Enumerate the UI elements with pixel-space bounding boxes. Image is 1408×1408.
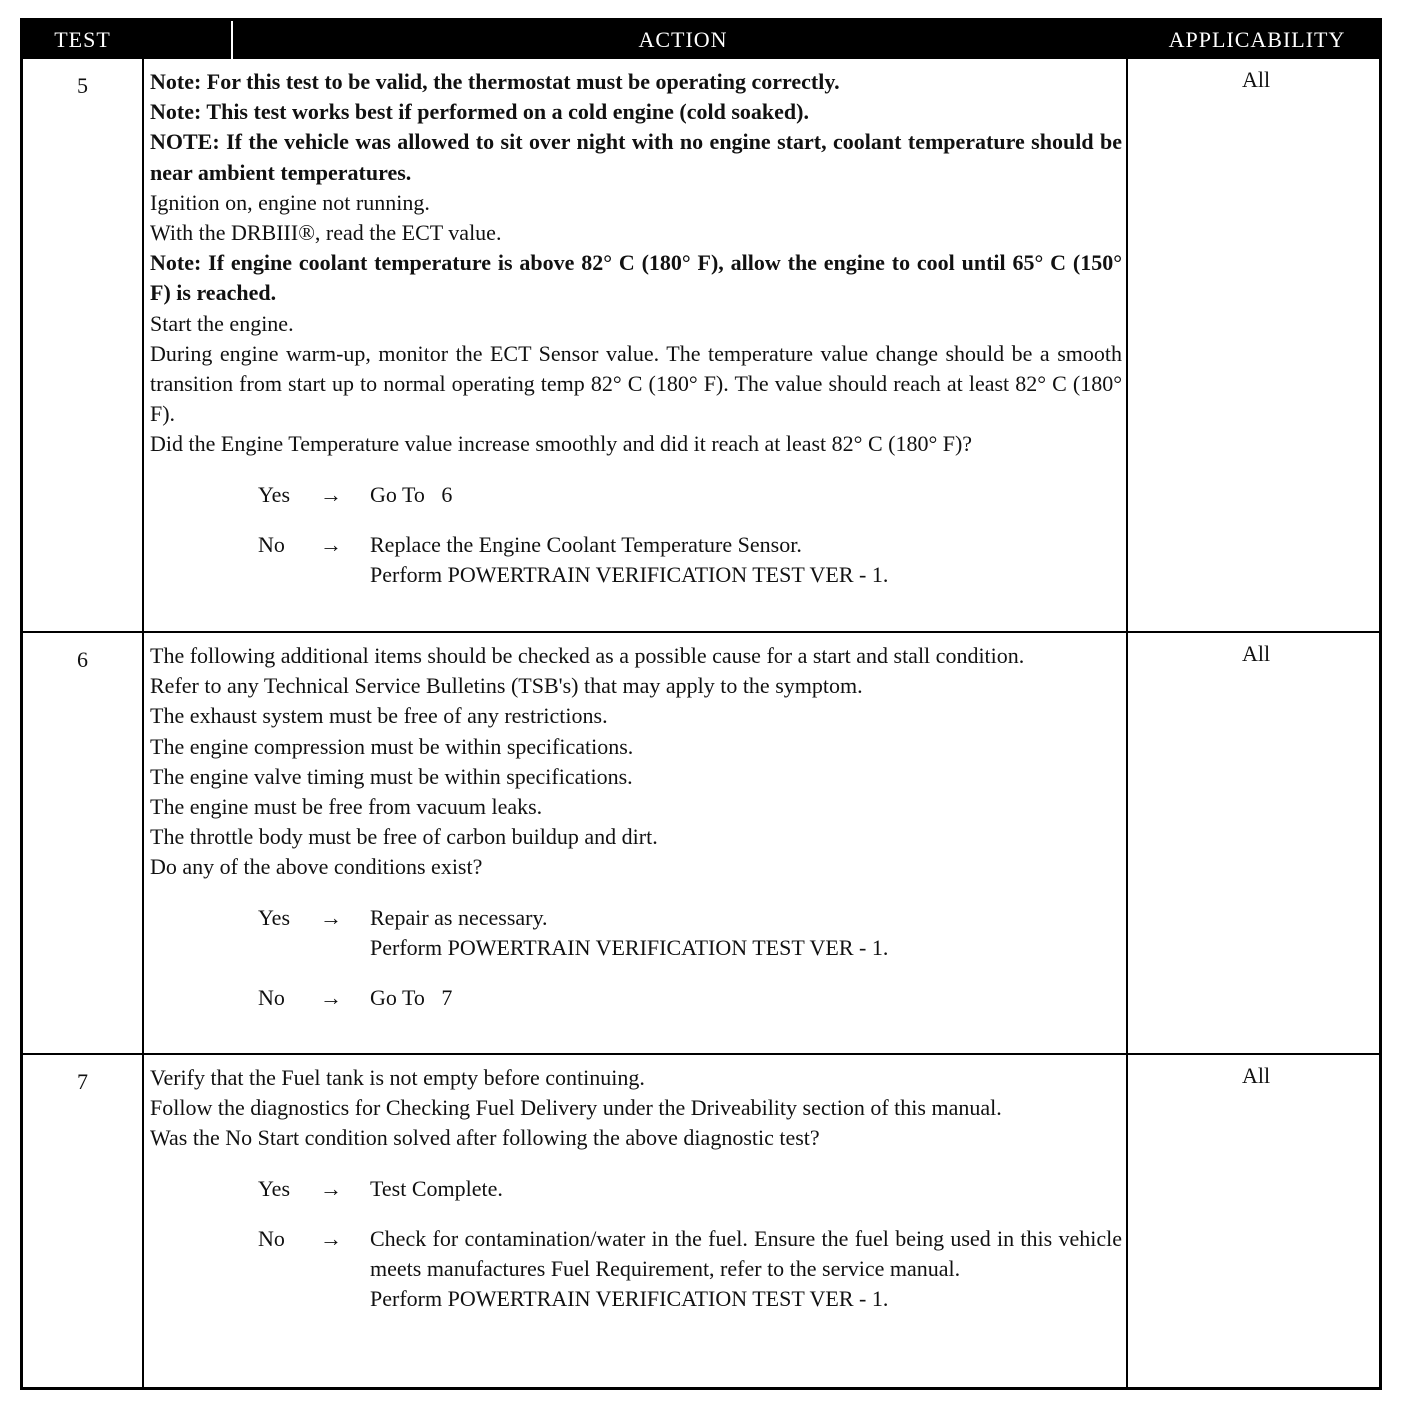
note-line: Note: If engine coolant temperature is above 82° C (180° F), allow the engine to cool until 65° C (150° F) is reached. bbox=[150, 250, 1122, 306]
header-action: ACTION bbox=[231, 21, 1133, 59]
option-result: Go To 6 bbox=[370, 481, 453, 507]
test-number: 6 bbox=[77, 647, 88, 672]
applicability-value: All bbox=[1241, 67, 1271, 92]
option-yes bbox=[150, 480, 1122, 510]
arrow-icon: → bbox=[320, 481, 342, 507]
action-cell bbox=[150, 1063, 1122, 1314]
instruction-line: Ignition on, engine not running. bbox=[150, 189, 430, 215]
option-result: Check for contamination/water in the fuel. Ensure the fuel being used in this vehicle meets manufactures Fuel Requirement, refer to the service manual. bbox=[370, 1225, 1122, 1282]
option-result: Go To 7 bbox=[370, 985, 453, 1011]
option-yes bbox=[150, 1174, 1122, 1204]
option-label: No bbox=[258, 985, 285, 1011]
instruction-line: The following additional items should be checked as a possible cause for a start and stall condition. bbox=[150, 643, 1025, 668]
applicability-value: All bbox=[1241, 1063, 1271, 1088]
instruction-line: Refer to any Technical Service Bulletins (TSB's) that may apply to the symptom. bbox=[150, 673, 863, 699]
question-line: Do any of the above conditions exist? bbox=[150, 854, 483, 880]
table-header bbox=[23, 21, 1379, 59]
option-label: Yes bbox=[258, 481, 291, 507]
option-label: No bbox=[258, 1225, 285, 1251]
option-no bbox=[150, 1224, 1122, 1315]
option-yes bbox=[150, 903, 1122, 963]
option-result: Repair as necessary. bbox=[370, 904, 548, 930]
action-cell bbox=[150, 641, 1122, 1013]
action-cell bbox=[150, 67, 1122, 590]
header-test: TEST bbox=[54, 27, 111, 52]
diagnostic-table bbox=[20, 18, 1382, 1390]
instruction-line: With the DRBIII®, read the ECT value. bbox=[150, 220, 502, 246]
table-row bbox=[23, 633, 1379, 1053]
instruction-line: The engine compression must be within specifications. bbox=[150, 733, 634, 759]
option-label: Yes bbox=[258, 1175, 291, 1201]
option-label: No bbox=[258, 531, 285, 557]
instruction-line: Verify that the Fuel tank is not empty before continuing. bbox=[150, 1065, 645, 1090]
arrow-icon: → bbox=[320, 531, 342, 557]
note-line: NOTE: If the vehicle was allowed to sit over night with no engine start, coolant temperature should be near ambient temperatures. bbox=[150, 129, 1122, 185]
question-line: Was the No Start condition solved after following the above diagnostic test? bbox=[150, 1125, 820, 1151]
option-result: Perform POWERTRAIN VERIFICATION TEST VER - 1. bbox=[370, 1286, 889, 1312]
option-result: Perform POWERTRAIN VERIFICATION TEST VER - 1. bbox=[370, 934, 889, 960]
instruction-line: During engine warm-up, monitor the ECT Sensor value. The temperature value change should be a smooth transition from start up to normal operating temp 82° C (180° F). The value should reach at least 82° C (180° F). bbox=[150, 340, 1122, 427]
note-line: Note: For this test to be valid, the thermostat must be operating correctly. bbox=[150, 69, 840, 94]
table-row bbox=[23, 1055, 1379, 1387]
question-line: Did the Engine Temperature value increase smoothly and did it reach at least 82° C (180° F)? bbox=[150, 431, 973, 457]
instruction-line: Start the engine. bbox=[150, 310, 294, 336]
arrow-icon: → bbox=[320, 985, 342, 1011]
option-no bbox=[150, 983, 1122, 1013]
option-result: Replace the Engine Coolant Temperature Sensor. bbox=[370, 531, 802, 557]
note-line: Note: This test works best if performed on a cold engine (cold soaked). bbox=[150, 99, 809, 125]
applicability-value: All bbox=[1241, 641, 1271, 666]
instruction-line: The engine must be free from vacuum leaks. bbox=[150, 794, 543, 820]
table-row bbox=[23, 59, 1379, 631]
instruction-line: The engine valve timing must be within specifications. bbox=[150, 763, 633, 789]
option-result: Test Complete. bbox=[370, 1175, 503, 1201]
instruction-line: The exhaust system must be free of any restrictions. bbox=[150, 703, 608, 729]
instruction-line: Follow the diagnostics for Checking Fuel Delivery under the Driveability section of this manual. bbox=[150, 1095, 1002, 1121]
arrow-icon: → bbox=[320, 904, 342, 930]
option-result: Perform POWERTRAIN VERIFICATION TEST VER - 1. bbox=[370, 562, 889, 588]
option-label: Yes bbox=[258, 904, 291, 930]
header-applicability: APPLICABILITY bbox=[1168, 27, 1346, 52]
test-number: 5 bbox=[77, 73, 88, 98]
option-no bbox=[150, 530, 1122, 590]
test-number: 7 bbox=[77, 1069, 88, 1094]
arrow-icon: → bbox=[320, 1175, 342, 1201]
instruction-line: The throttle body must be free of carbon buildup and dirt. bbox=[150, 824, 658, 850]
arrow-icon: → bbox=[320, 1225, 342, 1251]
